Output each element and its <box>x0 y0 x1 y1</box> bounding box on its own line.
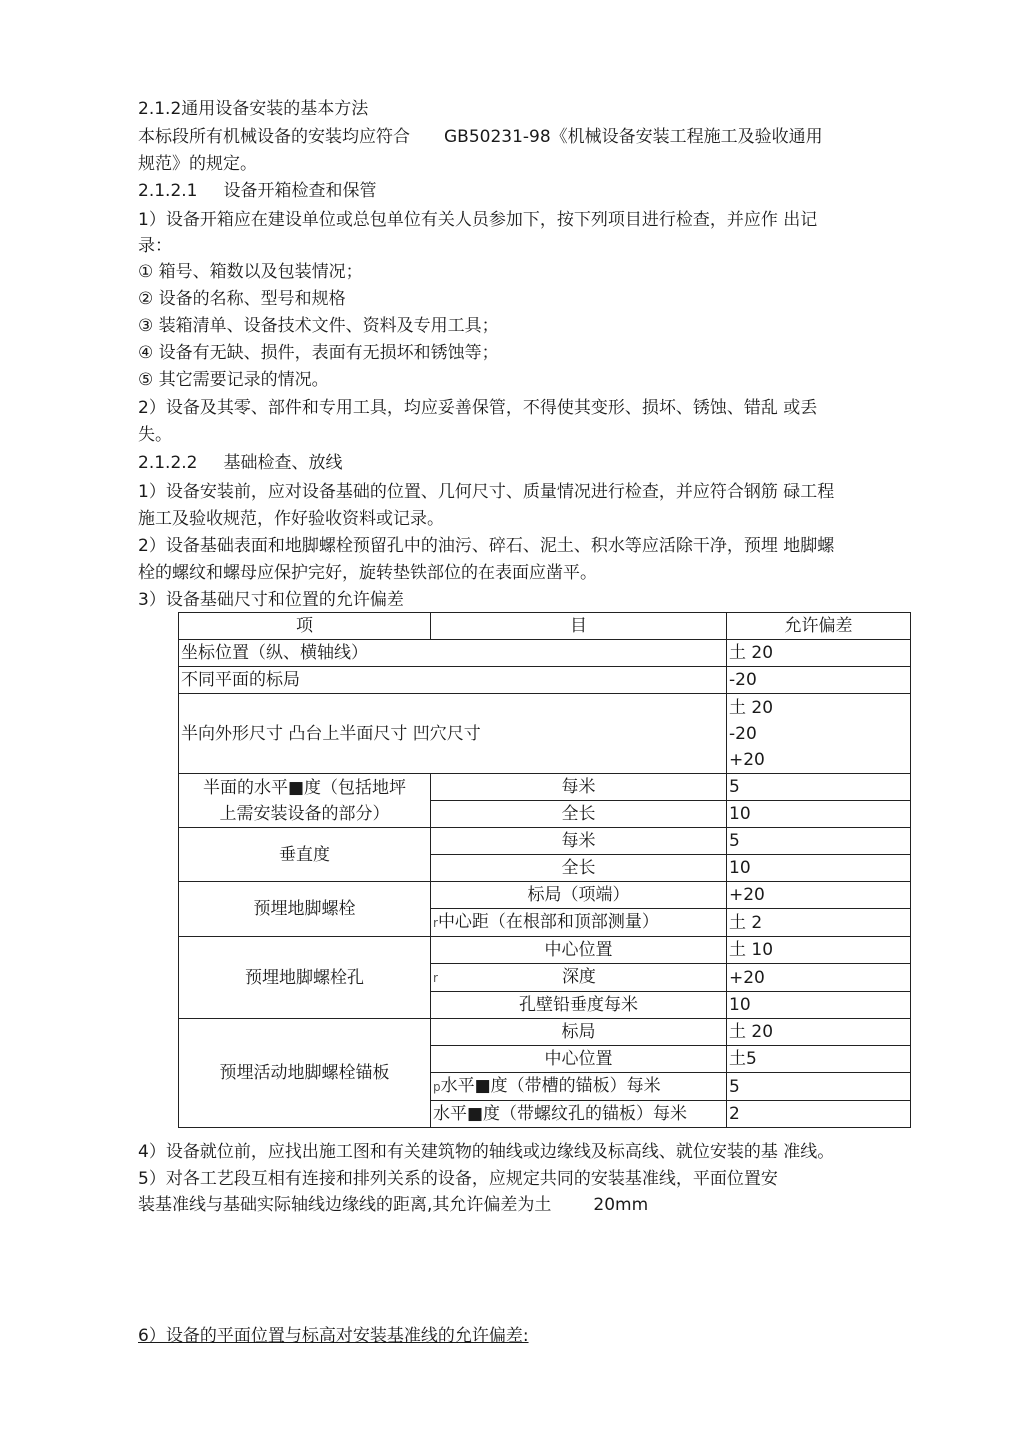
tolerance-table <box>178 612 911 1128</box>
group-name: 半面的水平■度（包括地坪 上需安装设备的部分） <box>179 774 431 828</box>
header-tolerance: 允许偏差 <box>727 613 911 640</box>
table-row <box>179 1019 911 1046</box>
list-item: ① 箱号、箱数以及包装情况； <box>138 262 363 282</box>
paragraph-7-line-1: 5）对各工艺段互相有连接和排列关系的设备，应规定共同的安装基准线，平面位置安 <box>138 1169 778 1189</box>
sub-item: 中心位置 <box>431 1046 727 1073</box>
paragraph-8: 6）设备的平面位置与标高对安装基准线的允许偏差: <box>138 1326 529 1346</box>
row-value: 5 <box>727 1073 911 1101</box>
paragraph-6: 4）设备就位前，应找出施工图和有关建筑物的轴线或边缘线及标高线、就位安装的基 准线。 <box>138 1142 835 1162</box>
row-value: +20 <box>727 882 911 909</box>
sub-item: p水平■度（带槽的锚板）每米 <box>431 1073 727 1101</box>
subsection-heading-1: 2.1.2.1 设备开箱检查和保管 <box>138 181 377 201</box>
row-value: 5 <box>727 774 911 801</box>
sub-item: r中心距（在根部和顶部测量） <box>431 909 727 937</box>
row-value: 5 <box>727 828 911 855</box>
row-value: 土 20 -20 +20 <box>727 694 911 774</box>
intro-line-1: 本标段所有机械设备的安装均应符合 GB50231-98《机械设备安装工程施工及验收通用 <box>138 127 823 147</box>
row-value: 土 20 <box>727 640 911 667</box>
row-item: 不同平面的标局 <box>179 667 727 694</box>
group-name: 预埋地脚螺栓 <box>179 882 431 937</box>
sub-item: 标局（项端） <box>431 882 727 909</box>
table-row <box>179 640 911 667</box>
row-item: 坐标位置（纵、横轴线） <box>179 640 727 667</box>
table-row <box>179 774 911 801</box>
sub-item: 水平■度（带螺纹孔的锚板）每米 <box>431 1101 727 1128</box>
table-row <box>179 694 911 774</box>
list-item: ② 设备的名称、型号和规格 <box>138 289 346 309</box>
stray-mark: p <box>433 1080 441 1094</box>
intro-line-2: 规范》的规定。 <box>138 154 257 174</box>
row-value: -20 <box>727 667 911 694</box>
paragraph-1-line-2: 录： <box>138 236 172 256</box>
row-value: 2 <box>727 1101 911 1128</box>
paragraph-2-line-1: 2）设备及其零、部件和专用工具，均应妥善保管，不得使其变形、损坏、锈蚀、错乱 或丢 <box>138 398 818 418</box>
row-value: 10 <box>727 992 911 1019</box>
row-value: 10 <box>727 801 911 828</box>
table-row <box>179 667 911 694</box>
row-value: +20 <box>727 964 911 992</box>
header-item-2: 目 <box>431 613 727 640</box>
paragraph-2-line-2: 失。 <box>138 425 172 445</box>
paragraph-4-line-1: 2）设备基础表面和地脚螺栓预留孔中的油污、碎石、泥土、积水等应活除干净，预埋 地脚螺 <box>138 536 835 556</box>
sub-item: 全长 <box>431 855 727 882</box>
table-caption: 3）设备基础尺寸和位置的允许偏差 <box>138 590 404 610</box>
row-value: 土5 <box>727 1046 911 1073</box>
list-item: ⑤ 其它需要记录的情况。 <box>138 370 329 390</box>
header-item: 项 <box>179 613 431 640</box>
row-value: 10 <box>727 855 911 882</box>
row-item: 半向外形尺寸 凸台上半面尺寸 凹穴尺寸 <box>179 694 727 774</box>
sub-item: 中心位置 <box>431 937 727 964</box>
sub-item: 每米 <box>431 828 727 855</box>
paragraph-4-line-2: 栓的螺纹和螺母应保护完好，旋转垫铁部位的在表面应凿平。 <box>138 563 597 583</box>
sub-item: 每米 <box>431 774 727 801</box>
list-item: ③ 装箱清单、设备技术文件、资料及专用工具； <box>138 316 499 336</box>
group-name: 预埋地脚螺栓孔 <box>179 937 431 1019</box>
row-value: 土 2 <box>727 909 911 937</box>
group-name: 垂直度 <box>179 828 431 882</box>
sub-item: r 深度 <box>431 964 727 992</box>
table-header-row <box>179 613 911 640</box>
sub-item: 全长 <box>431 801 727 828</box>
section-heading: 2.1.2通用设备安装的基本方法 <box>138 99 369 119</box>
row-value: 土 10 <box>727 937 911 964</box>
paragraph-3-line-2: 施工及验收规范，作好验收资料或记录。 <box>138 509 444 529</box>
list-item: ④ 设备有无缺、损件，表面有无损坏和锈蚀等； <box>138 343 499 363</box>
paragraph-3-line-1: 1）设备安装前，应对设备基础的位置、几何尺寸、质量情况进行检查，并应符合钢筋 碌工程 <box>138 482 835 502</box>
sub-item: 标局 <box>431 1019 727 1046</box>
paragraph-1-line-1: 1）设备开箱应在建设单位或总包单位有关人员参加下，按下列项目进行检查，并应作 出记 <box>138 210 818 230</box>
stray-mark: r <box>433 916 438 930</box>
subsection-heading-2: 2.1.2.2 基础检查、放线 <box>138 453 343 473</box>
group-name: 预埋活动地脚螺栓锚板 <box>179 1019 431 1128</box>
sub-item: 孔壁铅垂度每米 <box>431 992 727 1019</box>
row-value: 土 20 <box>727 1019 911 1046</box>
paragraph-7-line-2: 装基准线与基础实际轴线边缘线的距离,其允许偏差为土 20mm <box>138 1195 649 1215</box>
table-row <box>179 828 911 855</box>
stray-mark: r <box>433 971 438 985</box>
table-row <box>179 937 911 964</box>
table-row <box>179 882 911 909</box>
